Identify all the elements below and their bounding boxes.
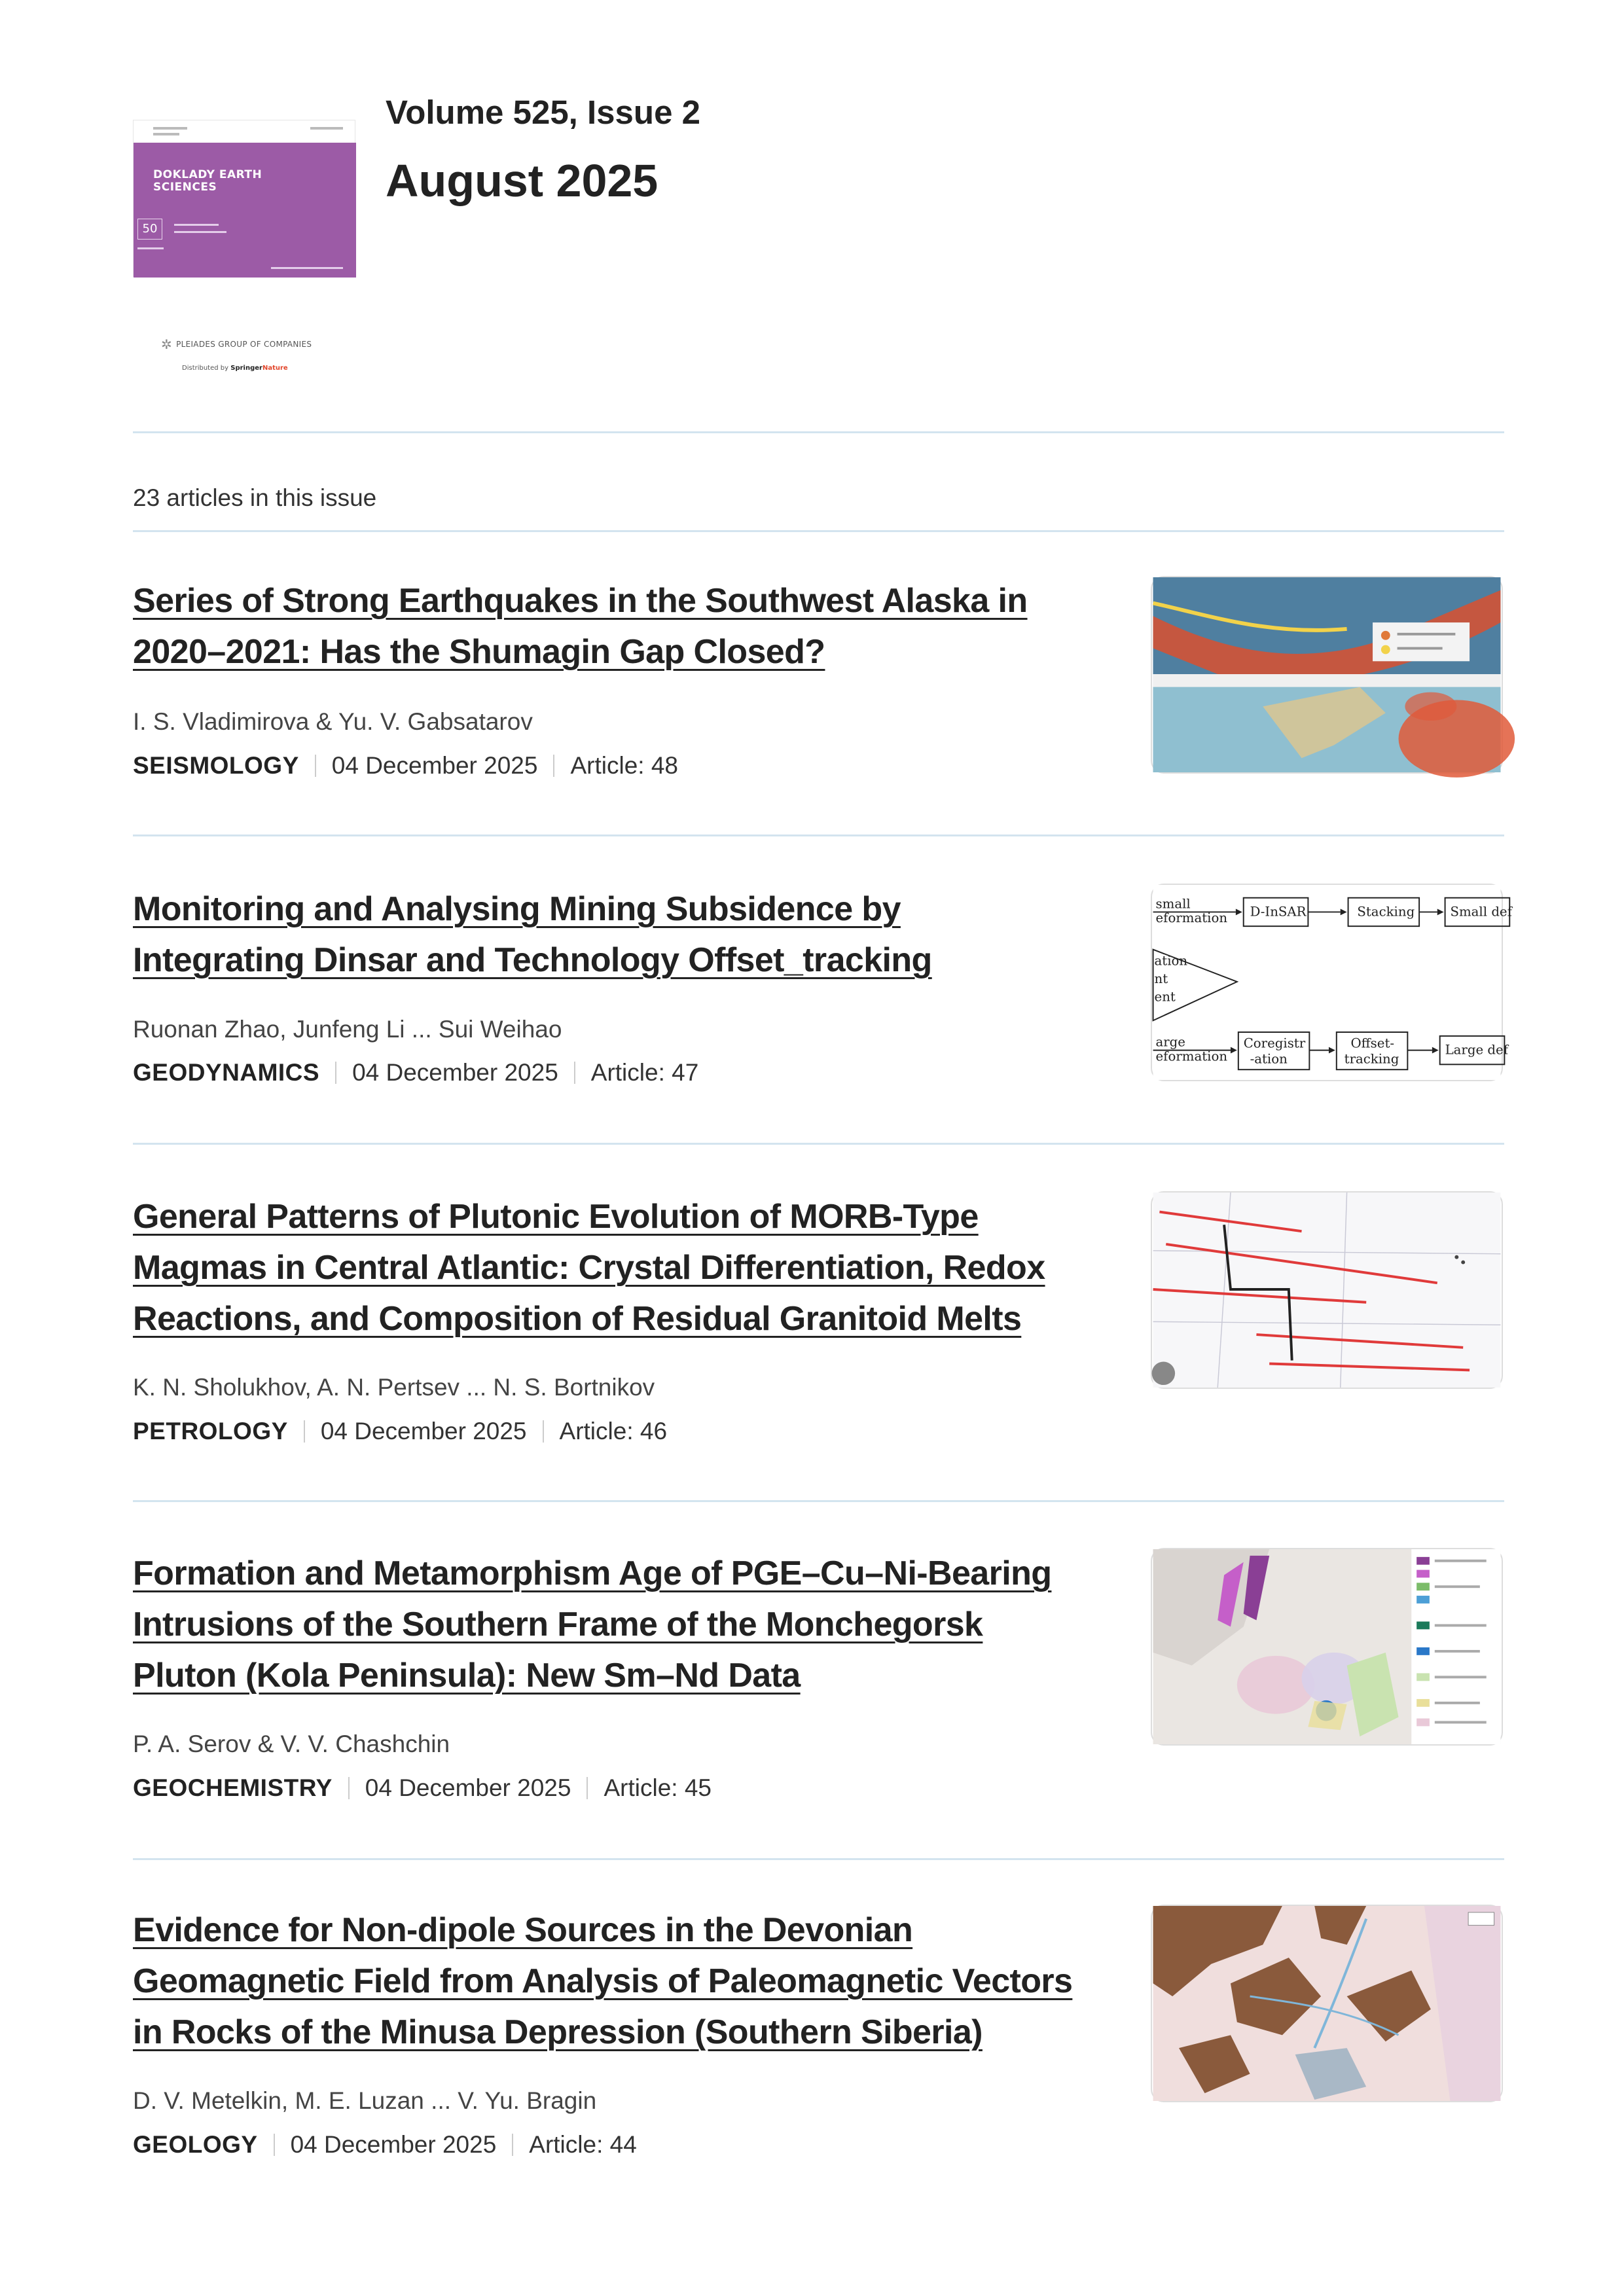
- divider: [133, 1858, 1504, 1860]
- fracture-zone-map-icon: [1152, 1193, 1502, 1388]
- subject-link[interactable]: GEOLOGY: [133, 2131, 258, 2158]
- published-date: 04 December 2025: [352, 1059, 558, 1086]
- issue-volume: Volume 525, Issue 2: [386, 94, 700, 131]
- svg-text:eformation: eformation: [1155, 1049, 1228, 1064]
- subject-link[interactable]: GEODYNAMICS: [133, 1059, 320, 1086]
- map-icon: [1152, 577, 1502, 772]
- separator: [348, 1777, 350, 1799]
- svg-text:arge: arge: [1155, 1034, 1185, 1050]
- svg-text:ation: ation: [1154, 953, 1188, 969]
- separator: [274, 2134, 275, 2156]
- separator: [543, 1420, 544, 1443]
- subject-link[interactable]: SEISMOLOGY: [133, 752, 299, 779]
- separator: [553, 755, 554, 777]
- article-meta: [133, 1418, 667, 1445]
- svg-text:eformation: eformation: [1155, 910, 1228, 926]
- terrain-map-icon: [1152, 1906, 1502, 2101]
- article-meta: [133, 1059, 698, 1086]
- publisher-name: PLEIADES GROUP OF COMPANIES: [176, 340, 312, 349]
- svg-text:tracking: tracking: [1344, 1051, 1399, 1067]
- article-authors: Ruonan Zhao, Junfeng Li ... Sui Weihao: [133, 1016, 562, 1043]
- published-date: 04 December 2025: [320, 1418, 527, 1444]
- svg-text:Stacking: Stacking: [1357, 904, 1415, 920]
- article-thumbnail[interactable]: [1151, 576, 1503, 774]
- cover-number: 50: [137, 219, 162, 240]
- divider: [133, 834, 1504, 836]
- svg-text:ent: ent: [1154, 989, 1176, 1005]
- article-number: Article: 46: [559, 1418, 668, 1444]
- svg-text:Offset-: Offset-: [1350, 1035, 1395, 1051]
- article-item: [133, 884, 1512, 1100]
- article-number: Article: 48: [570, 752, 678, 779]
- article-authors: P. A. Serov & V. V. Chashchin: [133, 1731, 450, 1757]
- divider: [133, 530, 1504, 532]
- article-title-link[interactable]: Monitoring and Analysing Mining Subsidence by Integrating Dinsar and Technology Offset_tracking: [133, 890, 932, 979]
- article-number: Article: 45: [604, 1774, 712, 1801]
- article-item: [133, 575, 1504, 791]
- article-meta: [133, 752, 678, 780]
- separator: [304, 1420, 305, 1443]
- svg-text:small: small: [1155, 896, 1191, 912]
- article-title-link[interactable]: General Patterns of Plutonic Evolution of MORB-Type Magmas in Central Atlantic: Crystal Differentiation, Redox Reactions, and Composition of Residual Granitoid Melts: [133, 1198, 1045, 1338]
- separator: [512, 2134, 513, 2156]
- article-number: Article: 44: [529, 2131, 637, 2158]
- article-title-link[interactable]: Formation and Metamorphism Age of PGE–Cu–Ni-Bearing Intrusions of the Southern Frame of the Monchegorsk Pluton (Kola Peninsula): New Sm–Nd Data: [133, 1554, 1052, 1695]
- article-thumbnail[interactable]: [1151, 1905, 1503, 2102]
- article-number: Article: 47: [590, 1059, 699, 1086]
- distributor-line: Distributed by SpringerNature: [182, 365, 288, 372]
- separator: [315, 755, 316, 777]
- divider: [133, 431, 1504, 433]
- subject-link[interactable]: PETROLOGY: [133, 1418, 288, 1444]
- separator: [574, 1062, 575, 1084]
- publisher-logo: [161, 338, 312, 351]
- flowchart-icon: [1152, 885, 1512, 1080]
- article-authors: I. S. Vladimirova & Yu. V. Gabsatarov: [133, 708, 533, 735]
- article-thumbnail[interactable]: [1151, 884, 1512, 1081]
- article-authors: K. N. Sholukhov, A. N. Pertsev ... N. S. Bortnikov: [133, 1374, 655, 1401]
- svg-text:Small def: Small def: [1450, 904, 1512, 920]
- divider: [133, 1143, 1504, 1145]
- divider: [133, 1500, 1504, 1502]
- article-authors: D. V. Metelkin, M. E. Luzan ... V. Yu. Bragin: [133, 2087, 597, 2114]
- article-item: [133, 1191, 1504, 1460]
- article-title-link[interactable]: Series of Strong Earthquakes in the Southwest Alaska in 2020–2021: Has the Shumagin Gap Closed?: [133, 582, 1028, 671]
- article-count: 23 articles in this issue: [133, 484, 377, 511]
- separator: [586, 1777, 588, 1799]
- svg-text:Large def: Large def: [1445, 1042, 1509, 1058]
- subject-link[interactable]: GEOCHEMISTRY: [133, 1774, 333, 1801]
- article-item: [133, 1548, 1504, 1816]
- published-date: 04 December 2025: [331, 752, 538, 779]
- article-title-link[interactable]: Evidence for Non-dipole Sources in the Devonian Geomagnetic Field from Analysis of Paleomagnetic Vectors in Rocks of the Minusa Depression (Southern Siberia): [133, 1911, 1073, 2051]
- article-thumbnail[interactable]: [1151, 1191, 1503, 1389]
- svg-text:D-InSAR: D-InSAR: [1250, 904, 1307, 920]
- svg-text:Coregistr: Coregistr: [1243, 1035, 1306, 1051]
- pleiades-icon: ✲: [161, 336, 173, 352]
- published-date: 04 December 2025: [290, 2131, 497, 2158]
- journal-cover-image[interactable]: [133, 120, 355, 277]
- article-item: [133, 1905, 1504, 2173]
- published-date: 04 December 2025: [365, 1774, 571, 1801]
- article-meta: [133, 1774, 712, 1802]
- separator: [335, 1062, 336, 1084]
- svg-text:-ation: -ation: [1250, 1051, 1288, 1067]
- svg-text:nt: nt: [1154, 971, 1168, 986]
- geologic-map-icon: [1152, 1549, 1502, 1744]
- cover-title: DOKLADY EARTH SCIENCES: [153, 168, 262, 194]
- article-thumbnail[interactable]: [1151, 1548, 1503, 1746]
- article-meta: [133, 2131, 637, 2159]
- issue-date: August 2025: [386, 155, 659, 206]
